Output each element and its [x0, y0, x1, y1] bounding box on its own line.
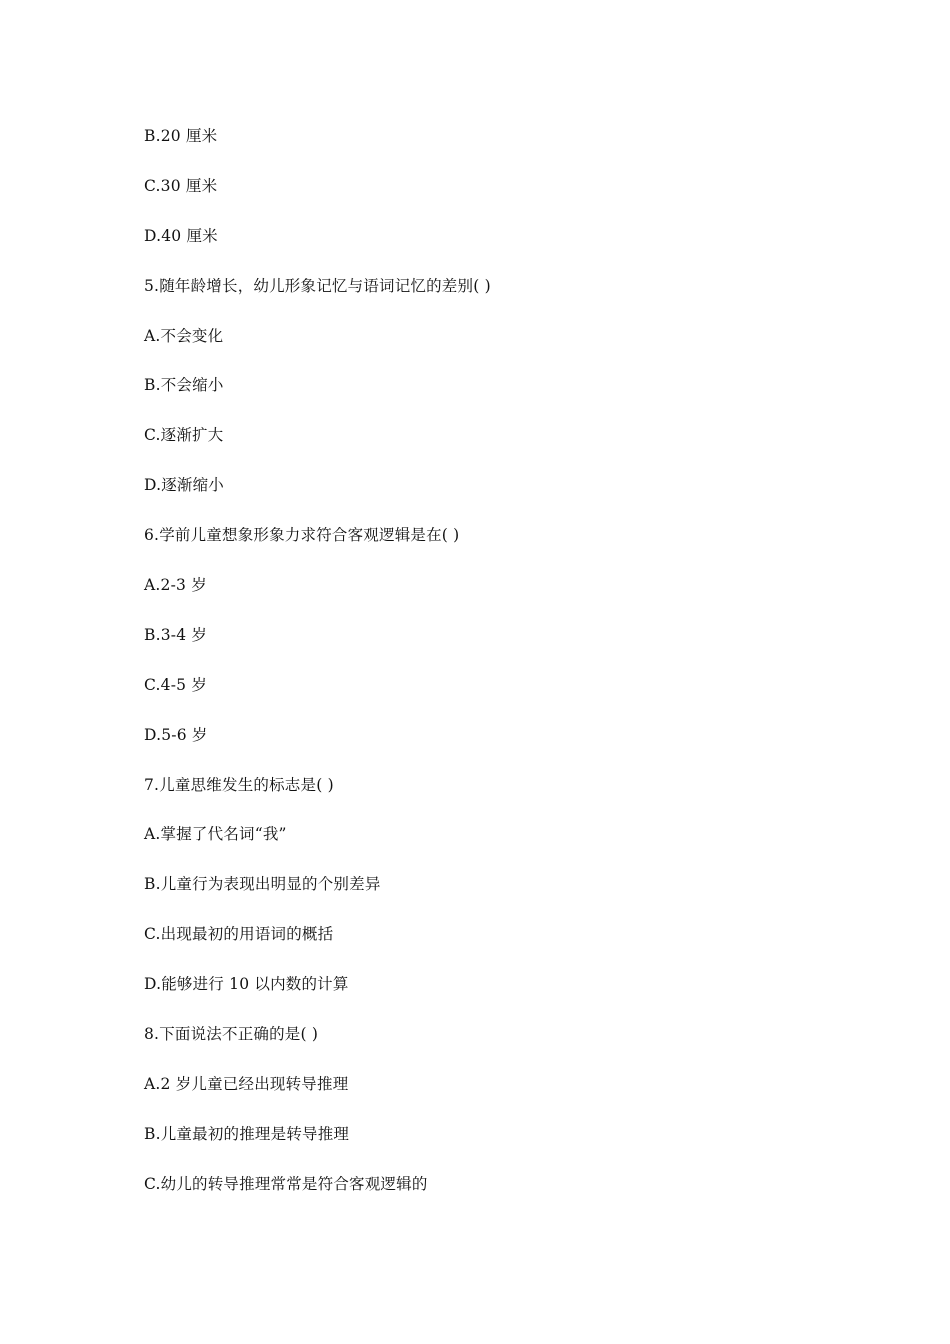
question-line: 6.学前儿童想象形象力求符合客观逻辑是在( ): [144, 526, 460, 545]
option-line: C.4-5 岁: [144, 675, 208, 694]
option-line: B.儿童最初的推理是转导推理: [144, 1124, 350, 1143]
option-line: D.5-6 岁: [144, 725, 208, 744]
question-list: [144, 121, 844, 1219]
option-line: B.20 厘米: [144, 127, 218, 145]
option-line: C.出现最初的用语词的概括: [144, 925, 334, 944]
option-line: A.2 岁儿童已经出现转导推理: [144, 1074, 349, 1093]
option-line: B.3-4 岁: [144, 625, 208, 644]
option-line: C.30 厘米: [144, 176, 218, 195]
option-line: A.2-3 岁: [144, 576, 207, 595]
option-line: B.不会缩小: [144, 376, 224, 395]
option-line: C.逐渐扩大: [144, 426, 224, 445]
question-line: 7.儿童思维发生的标志是( ): [144, 775, 334, 794]
option-line: D.40 厘米: [144, 226, 218, 245]
option-line: B.儿童行为表现出明显的个别差异: [144, 875, 381, 894]
question-line: 8.下面说法不正确的是( ): [144, 1025, 319, 1044]
option-line: A.不会变化: [144, 326, 224, 345]
option-line: D.逐渐缩小: [144, 476, 225, 495]
option-line: A.掌握了代名词“我”: [144, 825, 287, 844]
question-line: 5.随年龄增长，幼儿形象记忆与语词记忆的差别( ): [144, 276, 491, 295]
option-line: D.能够进行 10 以内数的计算: [144, 975, 349, 994]
option-line: C.幼儿的转导推理常常是符合客观逻辑的: [144, 1174, 428, 1193]
